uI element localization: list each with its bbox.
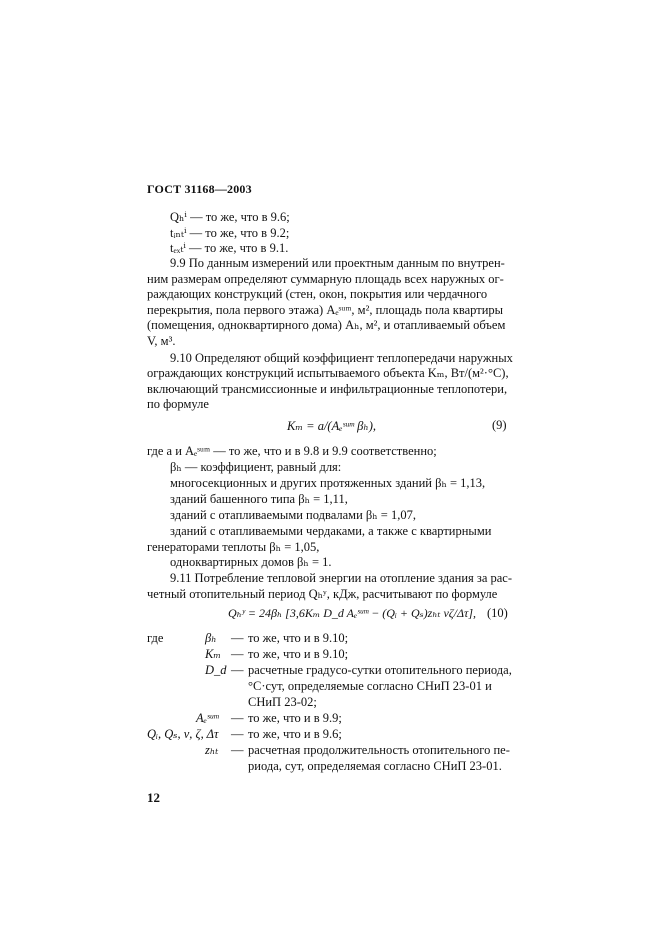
def-text: °С·сут, определяемые согласно СНиП 23-01 и bbox=[248, 679, 492, 693]
formula-10-number: (10) bbox=[487, 606, 508, 620]
text-line: раждающих конструкций (стен, окон, покрытия или чердачного bbox=[147, 287, 488, 301]
def-text: то же, что и в 9.10; bbox=[248, 647, 349, 661]
def-symbol: D_d bbox=[205, 663, 227, 677]
text-line: Qₕⁱ — то же, что в 9.6; bbox=[170, 210, 290, 224]
def-dash: — bbox=[231, 647, 244, 661]
def-symbol: Aₑˢᵘᵐ bbox=[196, 711, 219, 725]
def-symbol: βₕ bbox=[205, 631, 217, 645]
def-dash: — bbox=[231, 711, 244, 725]
def-dash: — bbox=[231, 743, 244, 757]
def-text: расчетные градусо-сутки отопительного периода, bbox=[248, 663, 512, 677]
defs-where: где bbox=[147, 631, 164, 645]
text-line: ограждающих конструкций испытываемого объекта Kₘ, Вт/(м²·°С), bbox=[147, 366, 509, 380]
def-text: расчетная продолжительность отопительного пе- bbox=[248, 743, 510, 757]
text-line: 9.10 Определяют общий коэффициент теплопередачи наружных bbox=[170, 351, 513, 365]
def-text: то же, что и в 9.9; bbox=[248, 711, 342, 725]
text-line: V, м³. bbox=[147, 334, 176, 348]
def-text: СНиП 23-02; bbox=[248, 695, 317, 709]
def-symbol: zₕₜ bbox=[205, 743, 219, 757]
def-text: то же, что и в 9.10; bbox=[248, 631, 349, 645]
text-line: одноквартирных домов βₕ = 1. bbox=[170, 555, 332, 569]
text-line: (помещения, одноквартирного дома) Aₕ, м², и отапливаемый объем bbox=[147, 318, 506, 332]
text-line: где a и Aₑˢᵘᵐ — то же, что и в 9.8 и 9.9 соответственно; bbox=[147, 444, 437, 458]
text-line: по формуле bbox=[147, 397, 209, 411]
def-text: то же, что и в 9.6; bbox=[248, 727, 342, 741]
text-line: tᵢₙₜⁱ — то же, что в 9.2; bbox=[170, 226, 290, 240]
text-line: βₕ — коэффициент, равный для: bbox=[170, 460, 342, 474]
text-line: ним размерам определяют суммарную площадь всех наружных ог- bbox=[147, 272, 504, 286]
text-line: зданий башенного типа βₕ = 1,11, bbox=[170, 492, 348, 506]
def-dash: — bbox=[231, 727, 244, 741]
def-symbol: Qᵢ, Qₛ, ν, ζ, Δτ bbox=[147, 727, 219, 741]
def-dash: — bbox=[231, 631, 244, 645]
text-line: четный отопительный период Qₕʸ, кДж, расчитывают по формуле bbox=[147, 587, 498, 601]
text-line: 9.9 По данным измерений или проектным данным по внутрен- bbox=[170, 256, 505, 270]
formula-9-number: (9) bbox=[492, 418, 507, 432]
def-dash: — bbox=[231, 663, 244, 677]
def-text: риода, сут, определяемая согласно СНиП 23-01. bbox=[248, 759, 502, 773]
text-line: 9.11 Потребление тепловой энергии на отопление здания за рас- bbox=[170, 571, 513, 585]
page-number: 12 bbox=[147, 790, 160, 805]
def-symbol: Kₘ bbox=[205, 647, 222, 661]
text-line: зданий с отапливаемыми подвалами βₕ = 1,07, bbox=[170, 508, 416, 522]
text-line: генераторами теплоты βₕ = 1,05, bbox=[147, 540, 320, 554]
text-line: tₑₓₜⁱ — то же, что в 9.1. bbox=[170, 241, 289, 255]
text-line: многосекционных и других протяженных зданий βₕ = 1,13, bbox=[170, 476, 486, 490]
text-line: зданий с отапливаемыми чердаками, а также с квартирными bbox=[170, 524, 492, 538]
text-line: перекрытия, пола первого этажа) Aₑˢᵘᵐ, м², площадь пола квартиры bbox=[147, 303, 504, 317]
document-header: ГОСТ 31168—2003 bbox=[147, 182, 252, 196]
text-line: включающий трансмиссионные и инфильтрационные теплопотери, bbox=[147, 382, 508, 396]
formula-10: Qₕʸ = 24βₕ [3,6Kₘ D_d Aₑˢᵘᵐ − (Qᵢ + Qₛ)zₕₜ νζ/Δτ], bbox=[228, 606, 476, 620]
formula-9: Kₘ = a/(Aₑˢᵘᵐ βₕ), bbox=[287, 419, 377, 433]
